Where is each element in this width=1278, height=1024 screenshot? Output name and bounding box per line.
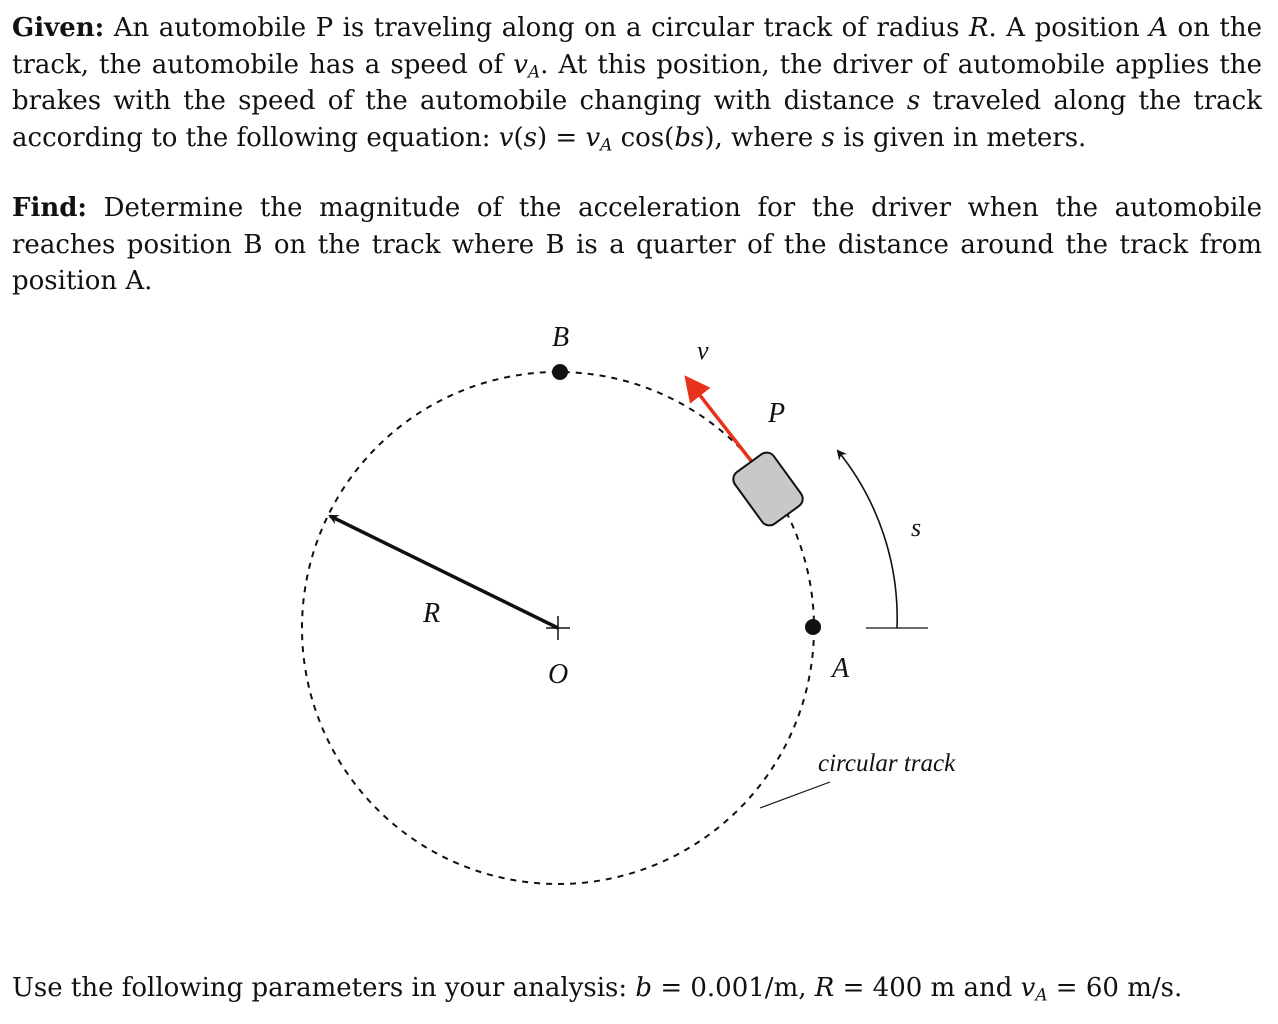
parameters-paragraph: Use the following parameters in your analysis: b = 0.001/m, R = 400 m and $v_A = 60$ m/s.: [12, 973, 1183, 1005]
car-p: [730, 449, 806, 529]
label-p: P: [768, 398, 786, 429]
label-v: v: [697, 336, 709, 365]
label-r: R: [423, 598, 441, 629]
track-leader-line: [760, 782, 830, 808]
label-a: A: [832, 653, 850, 684]
distance-arc-s: [838, 451, 897, 628]
find-text: Determine the magnitude of the acceleration for the driver when the automobile reaches position B on the track where B is a quarter of the distance around the track from position A.: [12, 193, 1262, 296]
point-a: [805, 619, 821, 635]
label-circular-track: circular track: [818, 750, 956, 777]
find-heading: Find:: [12, 193, 88, 223]
track-diagram: [0, 300, 1278, 900]
label-o: O: [548, 659, 569, 690]
point-b: [552, 364, 568, 380]
radius-arrow: [330, 516, 558, 628]
given-paragraph: Given: An automobile P is traveling along on a circular track of radius R. A position A on the track, the automobile has a speed of $v_A$. At this position, the driver of automobile applies the brakes with the speed of the automobile changing with distance s traveled along the track according to the following equation: $v(s) = v_A$ cos(bs), where s is given in meters.: [12, 13, 1263, 155]
velocity-arrow: [688, 380, 752, 462]
label-b: B: [552, 322, 570, 353]
given-heading: Given:: [12, 13, 105, 43]
label-s: s: [911, 513, 922, 542]
find-paragraph: [12, 190, 1262, 300]
